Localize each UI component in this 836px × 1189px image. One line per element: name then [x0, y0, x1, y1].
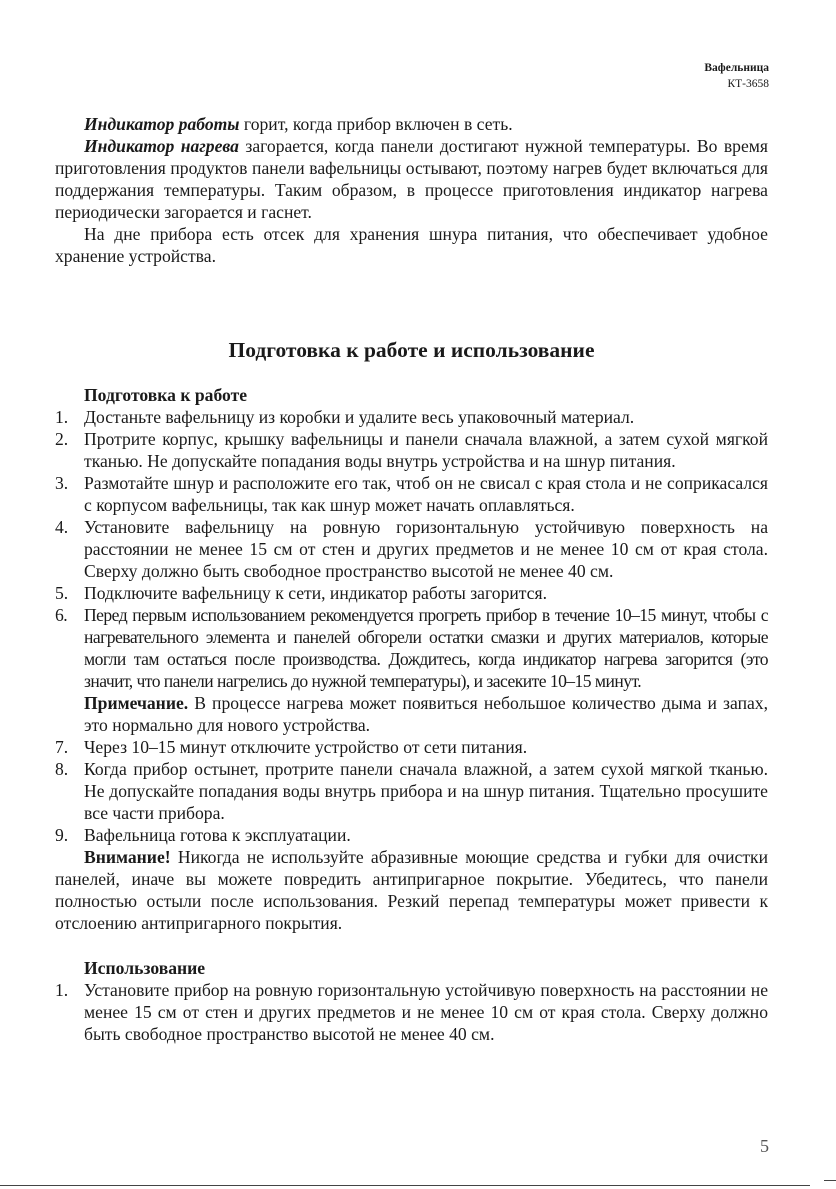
list-item-text: Установите вафельницу на ровную горизонтальную устойчивую поверхность на расстоянии не менее 15 см от стен и других предметов и не менее 10 см от края стола. Сверху должно быть свободное пространство высотой не менее 40 см. [84, 517, 768, 581]
list-item-number: 3. [55, 473, 69, 493]
list-item-text: Достаньте вафельницу из коробки и удалите весь упаковочный материал. [84, 407, 635, 427]
term-heat-indicator: Индикатор нагрева [84, 136, 239, 156]
list-item [55, 582, 768, 604]
running-header [704, 60, 769, 92]
list-item-text: Когда прибор остынет, протрите панели сначала влажной, а затем сухой мягкой тканью. Не допускайте попадания воды внутрь прибора и на шнур питания. Тщательно просушите все части прибора. [84, 759, 768, 823]
work-indicator-text: горит, когда прибор включен в сеть. [239, 114, 513, 134]
list-item-number: 5. [55, 583, 69, 603]
intro-paragraph-heat-indicator [55, 135, 768, 223]
note-label: Примечание. [84, 693, 189, 713]
list-item-text: Протрите корпус, крышку вафельницы и панели сначала влажной, а затем сухой мягкой тканью. Не допускайте попадания воды внутрь устройства и на шнур питания. [84, 429, 768, 471]
header-title: Вафельница [704, 62, 769, 74]
section-title: Подготовка к работе и использование [228, 338, 595, 362]
list-item-text: Установите прибор на ровную горизонтальную устойчивую поверхность на расстоянии не менее 15 см от стен и других предметов и не менее 10 см от края стола. Сверху должно быть свободное пространство высотой не менее 40 см. [84, 980, 768, 1044]
list-item [55, 736, 768, 758]
list-item [55, 758, 768, 824]
list-item-number: 8. [55, 759, 69, 779]
list-item [55, 604, 768, 692]
list-item [55, 824, 768, 846]
bottom-rule [0, 1185, 810, 1186]
prep-steps-list [55, 406, 768, 692]
note-text: В процессе нагрева может появиться небольшое количество дыма и запах, это нормально для нового устройства. [84, 693, 768, 735]
list-item-number: 6. [55, 605, 68, 625]
crop-mark [824, 1180, 836, 1181]
list-item [55, 472, 768, 516]
list-item [55, 428, 768, 472]
list-item-number: 2. [55, 429, 69, 449]
prep-heading: Подготовка к работе [84, 385, 248, 405]
list-item [55, 979, 768, 1045]
page-body [55, 113, 768, 1045]
list-item-number: 1. [55, 980, 69, 1000]
prep-steps-list-continued [55, 736, 768, 846]
warning-paragraph [55, 846, 768, 934]
note-paragraph [55, 692, 768, 736]
intro-paragraph-cord-storage: На дне прибора есть отсек для хранения шнура питания, что обеспечивает удобное хранение устройства. [55, 224, 768, 266]
list-item-number: 9. [55, 825, 69, 845]
usage-heading: Использование [84, 958, 206, 978]
list-item [55, 516, 768, 582]
list-item-text: Размотайте шнур и расположите его так, чтоб он не свисал с края стола и не соприкасался с корпусом вафельницы, так как шнур может начать оплавляться. [84, 473, 768, 515]
list-item-text: Подключите вафельницу к сети, индикатор работы загорится. [84, 583, 547, 603]
term-work-indicator: Индикатор работы [84, 114, 240, 134]
heat-indicator-text: загорается, когда панели достигают нужной температуры. Во время приготовления продуктов панели вафельницы остывают, поэтому нагрев будет включаться для поддержания температуры. Таким образом, в процессе приготовления индикатор нагрева периодически загорается и гаснет. [55, 136, 768, 222]
intro-paragraph-work-indicator [55, 113, 768, 135]
list-item-number: 4. [55, 517, 69, 537]
list-item-text: Вафельница готова к эксплуатации. [84, 825, 351, 845]
warning-label: Внимание! [84, 847, 171, 867]
warning-text: Никогда не используйте абразивные моющие средства и губки для очистки панелей, иначе вы можете повредить антипригарное покрытие. Убедитесь, что панели полностью остыли после использования. Резкий перепад температуры может привести к отслоению антипригарного покрытия. [55, 847, 768, 933]
list-item-text: Через 10–15 минут отключите устройство от сети питания. [84, 737, 528, 757]
page-number: 5 [760, 1136, 769, 1156]
list-item [55, 406, 768, 428]
usage-steps-list [55, 979, 768, 1045]
list-item-number: 1. [55, 407, 69, 427]
header-model: КТ-3658 [727, 78, 769, 90]
list-item-number: 7. [55, 737, 69, 757]
list-item-text: Перед первым использованием рекомендуется прогреть прибор в течение 10–15 минут, чтобы с нагревательного элемента и панелей обгорели остатки смазки и других материалов, которые могли там остаться после производства. Дождитесь, когда индикатор нагрева загорится (это значит, что панели нагрелись до нужной температуры), и засеките 10–15 минут. [84, 605, 768, 691]
